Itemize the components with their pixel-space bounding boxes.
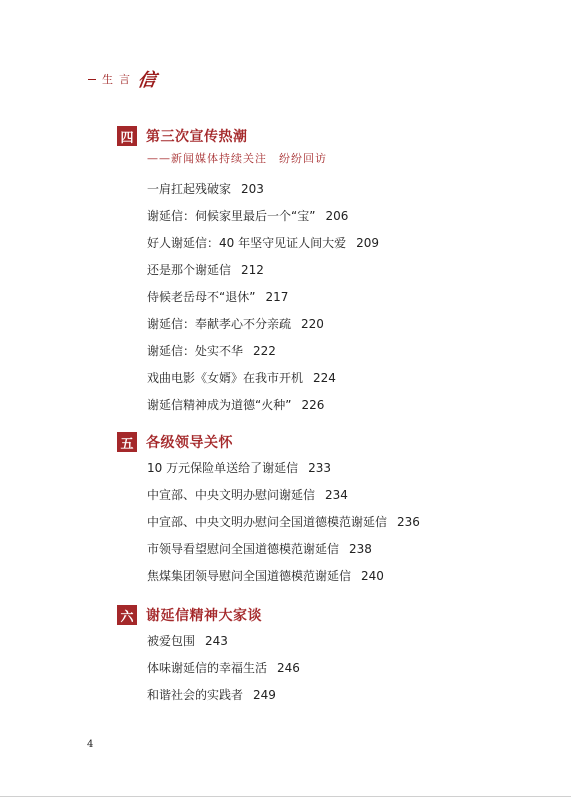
entry-page-number: 226	[301, 398, 325, 412]
entry-list	[147, 176, 379, 419]
section-5	[117, 432, 420, 590]
toc-entry[interactable]	[147, 682, 300, 709]
toc-entry[interactable]	[147, 392, 379, 419]
section-subtitle: ——新闻媒体持续关注 纷纷回访	[147, 152, 327, 165]
toc-entry[interactable]	[147, 203, 379, 230]
running-head-dash	[88, 79, 96, 80]
entry-title: 还是那个谢延信	[147, 263, 232, 277]
entry-title: 谢延信：奉献孝心不分亲疏	[147, 317, 292, 331]
section-title: 谢延信精神大家谈	[146, 608, 262, 624]
section-number-badge: 五	[117, 432, 137, 452]
toc-entry[interactable]	[147, 230, 379, 257]
toc-entry[interactable]	[147, 628, 300, 655]
entry-page-number: 240	[361, 569, 384, 583]
running-head-text: 生言	[102, 73, 136, 86]
entry-title: 戏曲电影《女婿》在我市开机	[147, 371, 304, 385]
section-header	[117, 126, 379, 146]
section-number-badge: 六	[117, 605, 137, 625]
section-title: 第三次宣传热潮	[146, 129, 248, 145]
section-4	[117, 126, 379, 419]
entry-page-number: 220	[301, 317, 324, 331]
toc-entry[interactable]	[147, 257, 379, 284]
entry-title: 市领导看望慰问全国道德模范谢延信	[147, 542, 340, 556]
entry-title: 和谐社会的实践者	[147, 688, 244, 702]
page-number: 4	[87, 739, 94, 750]
entry-page-number: 246	[277, 661, 300, 675]
entry-page-number: 243	[205, 634, 228, 648]
entry-page-number: 212	[241, 263, 264, 277]
section-6	[117, 605, 300, 709]
entry-title: 谢延信：处实不华	[147, 344, 244, 358]
entry-title: 中宣部、中央文明办慰问谢延信	[147, 488, 316, 502]
toc-entry[interactable]	[147, 176, 379, 203]
entry-page-number: 206	[325, 209, 349, 223]
entry-title: 谢延信精神成为道德“火种”	[147, 398, 292, 412]
entry-page-number: 222	[253, 344, 276, 358]
entry-page-number: 236	[397, 515, 420, 529]
toc-entry[interactable]	[147, 655, 300, 682]
running-head	[88, 66, 156, 92]
section-header	[117, 432, 420, 452]
toc-entry[interactable]	[147, 284, 379, 311]
toc-entry[interactable]	[147, 455, 420, 482]
entry-page-number: 217	[265, 290, 289, 304]
entry-title: 焦煤集团领导慰问全国道德模范谢延信	[147, 569, 352, 583]
toc-entry[interactable]	[147, 509, 420, 536]
entry-page-number: 224	[313, 371, 336, 385]
entry-page-number: 238	[349, 542, 372, 556]
entry-title: 好人谢延信：40 年坚守见证人间大爱	[147, 236, 347, 250]
entry-title: 中宣部、中央文明办慰问全国道德模范谢延信	[147, 515, 388, 529]
entry-page-number: 249	[253, 688, 276, 702]
entry-page-number: 234	[325, 488, 348, 502]
entry-title: 体味谢延信的幸福生活	[147, 661, 268, 675]
entry-title: 侍候老岳母不“退休”	[147, 290, 256, 304]
section-title: 各级领导关怀	[146, 435, 233, 451]
entry-title: 一肩扛起残破家	[147, 182, 232, 196]
entry-list	[147, 628, 300, 709]
section-number-badge: 四	[117, 126, 137, 146]
page-edge-divider	[0, 796, 571, 797]
toc-entry[interactable]	[147, 365, 379, 392]
toc-entry[interactable]	[147, 536, 420, 563]
entry-page-number: 233	[308, 461, 331, 475]
running-head-calligraphy: 信	[136, 70, 158, 91]
section-header	[117, 605, 300, 625]
toc-entry[interactable]	[147, 311, 379, 338]
entry-page-number: 203	[241, 182, 264, 196]
entry-title: 谢延信：伺候家里最后一个“宝”	[147, 209, 316, 223]
toc-entry[interactable]	[147, 482, 420, 509]
entry-list	[147, 455, 420, 590]
entry-title: 10 万元保险单送给了谢延信	[147, 461, 299, 475]
entry-page-number: 209	[356, 236, 379, 250]
toc-entry[interactable]	[147, 563, 420, 590]
entry-title: 被爱包围	[147, 634, 196, 648]
toc-entry[interactable]	[147, 338, 379, 365]
